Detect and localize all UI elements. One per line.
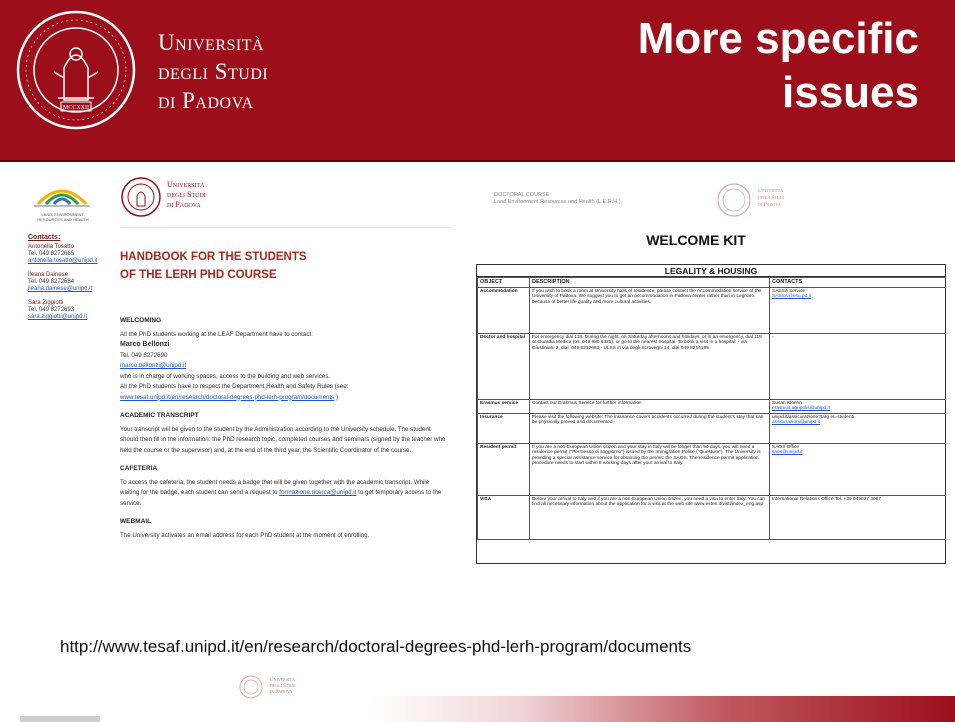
contact-email-link[interactable]: assicurazioni@unipd.it — [772, 420, 821, 426]
transcript-paragraph: Your transcript will be given to the student by the Administration according to the University schedule. The student should then fill in the information: the PhD research topic, completed courses and seminars (signed by the teacher who held the course or the supervisor) and, at the end of the third year, the Scientific Coordinator of the course. — [120, 425, 446, 454]
row-contact — [770, 333, 947, 399]
phd-course-logo-caption: LAND, ENVIRONMENT, RESOURCES AND HEALTH — [37, 212, 89, 222]
welcoming-paragraph: who is in charge of working spaces, access to the building and web services. — [120, 372, 331, 380]
column-header: CONTACTS — [770, 278, 947, 288]
contact-email-link[interactable]: antonella.tosatto@unipd.it — [28, 258, 98, 264]
doctoral-course-line: DOCTORAL COURSE — [494, 192, 550, 198]
contact-entry — [28, 272, 114, 293]
row-object: Doctor and hospital — [478, 333, 530, 399]
contact-entry — [28, 300, 114, 321]
row-description: Before your arrival to Italy and if you are a non-European Union citizen, you need a visa to enter Italy. You can find all necessary information about the application for a visa at the web site www.esteri.it/visti/index_eng.asp — [530, 495, 770, 539]
webmail-heading: WEBMAIL — [120, 518, 152, 525]
slide-header — [0, 0, 955, 162]
transcript-heading: ACADEMIC TRANSCRIPT — [120, 412, 199, 419]
welcoming-paragraph: All the PhD students have to respect the Department Health and Safety Rules (see: — [120, 383, 349, 390]
table-row — [478, 495, 947, 539]
handbook-university-line: Università — [167, 180, 205, 189]
doctoral-course-header — [494, 192, 621, 206]
footer-gradient-bar — [370, 696, 955, 722]
row-contact — [770, 443, 947, 495]
contact-tel: Tel. 049 8272665 — [28, 251, 75, 257]
handbook-university-line: di Padova — [167, 200, 201, 209]
row-object: Resident permit — [478, 443, 530, 495]
welcoming-heading: WELCOMING — [120, 317, 162, 324]
table-title: LEGALITY & HOUSING — [477, 265, 945, 277]
contact-email-link[interactable]: SASSA@esu.pd.it — [772, 294, 812, 300]
contact-email-link[interactable]: ileana.dainese@unipd.it — [28, 286, 93, 292]
row-object: VISA — [478, 495, 530, 539]
contact-person-email-link[interactable]: marco.bellonzi@unipd.it — [120, 362, 187, 369]
row-description: If you wish to book a room at University halls of residence, please contact the Accommodation service of the University of Padova. We suggest you to get an accommodation in Padova center rather than in Legnaro, because of better life quality and more cultural activities. — [530, 287, 770, 333]
welcome-kit-university-line: di Padova — [758, 202, 781, 208]
university-name-line: Università — [158, 30, 265, 55]
table-row — [478, 399, 947, 413]
handbook-title-line: OF THE LERH PHD COURSE — [120, 269, 277, 281]
welcoming-paragraph: All the PhD students working at the LEAF Department have to contact: — [120, 330, 313, 338]
contact-name: Ileana Dainese — [28, 272, 69, 278]
slide-footer — [0, 668, 955, 722]
contact-label: SAOS Office — [772, 444, 800, 450]
university-seal-footer-icon — [238, 674, 264, 700]
row-description: Please visit the following website: The insurance covers accidents occurred during the student's stay that can be physically proved and documented — [530, 413, 770, 443]
university-seal-faded-icon — [716, 182, 752, 218]
contact-email-link[interactable]: sara.ziggiotti@unipd.it — [28, 314, 88, 320]
contact-label: International Relations Office Tel. +39 049827 3067 — [772, 496, 882, 502]
welcoming-link-close: ) — [334, 393, 339, 401]
handbook-page — [22, 172, 450, 604]
contact-email-link[interactable]: erasmus.agripolis@unipd.it — [772, 406, 830, 412]
seal-year: MCCXXII — [62, 105, 90, 111]
doctoral-course-line: Land Environment Resources and Health (L.E.R.H.) — [494, 199, 621, 205]
welcome-kit-university-name — [758, 188, 784, 209]
footer-university-line: di Padova — [270, 690, 293, 695]
handbook-university-name — [167, 180, 206, 210]
row-contact — [770, 287, 947, 333]
contact-name: Sara Ziggiotti — [28, 300, 64, 306]
welcome-kit-page — [476, 172, 946, 567]
contact-label: Susan Kloehn — [772, 400, 802, 406]
phd-course-logo-icon — [28, 172, 96, 212]
slide-title — [499, 12, 919, 120]
university-name — [158, 28, 268, 115]
handbook-body — [120, 308, 448, 541]
documents-link[interactable]: www.tesaf.unipd.it/en/research/doctoral-degrees-phd-lerh-program/documents — [120, 393, 335, 401]
row-object: Insurance — [478, 413, 530, 443]
handbook-title — [120, 248, 420, 284]
table-header-row — [478, 278, 947, 288]
footer-university-name — [270, 678, 296, 696]
contact-label: SASSA Service — [772, 288, 806, 294]
row-object: Accommodation — [478, 287, 530, 333]
university-name-line: di Padova — [158, 88, 254, 113]
welcome-kit-university-line: Università — [758, 188, 784, 194]
info-table — [477, 277, 946, 540]
contact-tel: Tel. 049 8272684 — [28, 279, 75, 285]
contact-entry — [28, 244, 114, 265]
table-row — [478, 333, 947, 399]
row-contact — [770, 495, 947, 539]
welcoming-link-line — [120, 393, 448, 404]
footer-university-line: Università — [270, 678, 295, 683]
table-row — [478, 287, 947, 333]
documents-url[interactable]: http://www.tesaf.unipd.it/en/research/doctoral-degrees-phd-lerh-program/documents — [60, 637, 692, 656]
handbook-university-line: degli Studi — [167, 190, 206, 199]
university-seal-small-icon — [120, 176, 162, 218]
contact-label: - — [772, 334, 774, 340]
slide-title-line: More specific — [637, 14, 919, 63]
contact-label: unipd.it/assicurazione?targ et=studenti — [772, 414, 854, 420]
footer-left-mark — [20, 716, 100, 722]
webmail-paragraph: The University activates an email address for each PhD student at the moment of enrolling. — [120, 531, 370, 539]
cafeteria-email-link[interactable]: formazione.ricerca@unipd.it — [279, 489, 357, 496]
university-seal-icon — [14, 8, 138, 132]
contacts-title: Contacts: — [28, 234, 61, 241]
table-row — [478, 443, 947, 495]
footer-university-line: degli Studi — [270, 684, 296, 689]
contact-email-link[interactable]: saos@unipd.it — [772, 450, 803, 456]
row-description: Contact our Erasmus Service for further information — [530, 399, 770, 413]
cafeteria-tail: to get temporary access to the service. — [120, 489, 442, 507]
row-description: For emergency dial 118. During the night, on Saturday afternoons and holidays, or in an emergency, dial 118 or Guardia Medica (tel. 049 880 8325), or go to the nearest hospital. To book a visit in a hospital: - via Giustiniani 2, dial. 049 8212683 - ULSS in via degli Scrovegni 14, dial 049 8214195 — [530, 333, 770, 399]
welcome-kit-title: WELCOME KIT — [646, 232, 746, 248]
university-name-line: degli Studi — [158, 59, 269, 84]
legality-housing-table — [476, 264, 946, 564]
cafeteria-paragraph — [120, 478, 448, 510]
cafeteria-text: To access the cafeteria, the student needs a badge that will be given together with the academic transcript. While waiting for the badge, each student can send a request to — [120, 478, 430, 496]
handbook-title-line: HANDBOOK FOR THE STUDENTS — [120, 251, 307, 263]
contact-name: Antonella Tosatto — [28, 244, 74, 250]
row-contact — [770, 399, 947, 413]
row-contact — [770, 413, 947, 443]
row-description: If you are a non-European Union citizen and your stay in Italy will be longer than 90 days, you will need a residence permit ("Permesso di soggiorno") issued by the Immigration Police ("Questura"). The University is providing a special assistance service for obtaining the permit: the SAOS. The residence permit application procedure needs to start within 8 working days after your arrival to Italy. — [530, 443, 770, 495]
contact-person-tel: Tel. 049 8272690 — [120, 351, 168, 359]
welcome-kit-university-line: degli Studi — [758, 195, 784, 201]
contact-person-name: Marco Bellonzi — [120, 341, 170, 348]
column-header: OBJECT — [478, 278, 530, 288]
contacts-sidebar — [28, 234, 114, 328]
contact-tel: Tel. 049 8272693 — [28, 307, 75, 313]
row-object: Erasmus service — [478, 399, 530, 413]
cafeteria-heading: CAFETERIA — [120, 465, 158, 472]
slide-title-line: issues — [782, 68, 919, 117]
table-row — [478, 413, 947, 443]
column-header: DESCRIPTION — [530, 278, 770, 288]
